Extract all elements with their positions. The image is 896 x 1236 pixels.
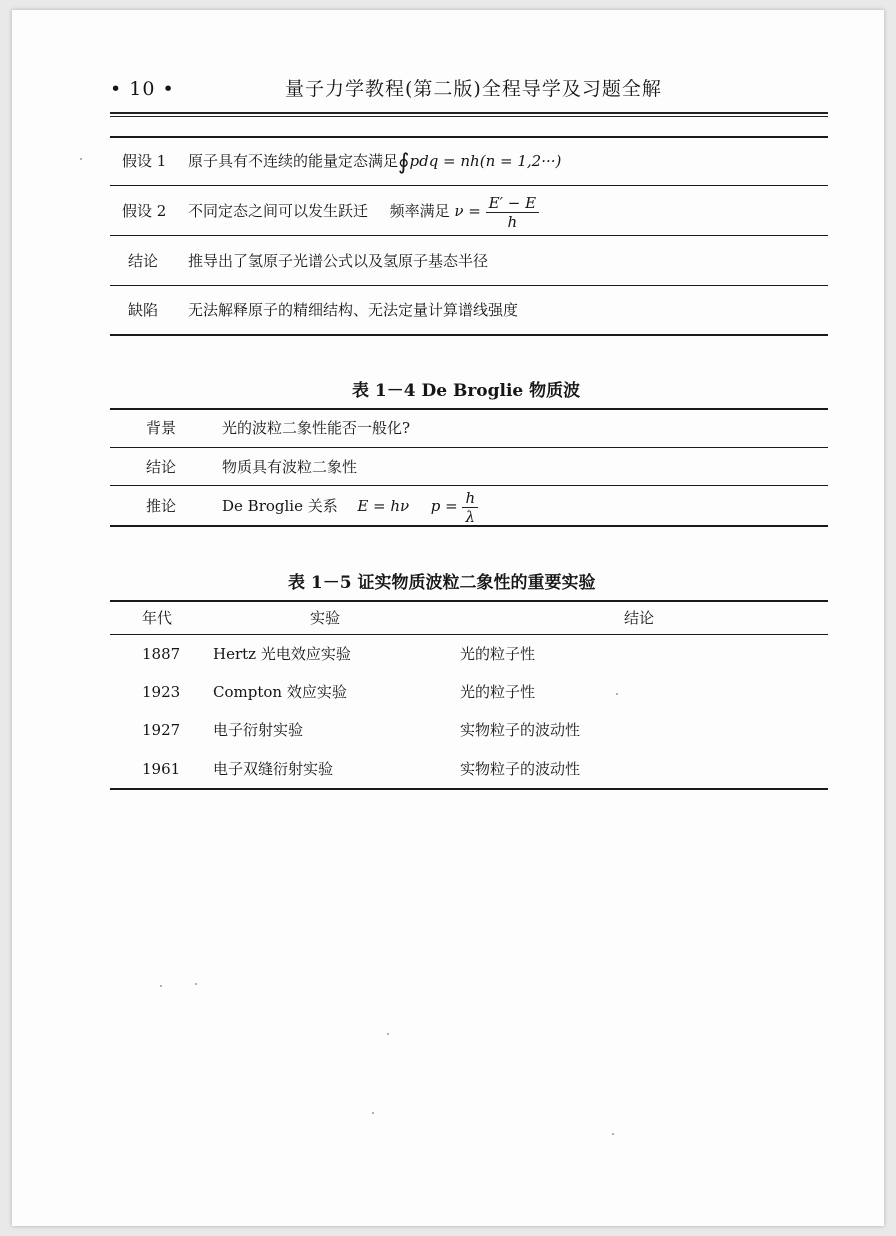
cell-conclusion: 实物粒子的波动性 xyxy=(460,760,581,778)
cell-year: 1961 xyxy=(142,760,181,778)
table-top-rule xyxy=(110,408,828,410)
table-row-text: 无法解释原子的精细结构、无法定量计算谱线强度 xyxy=(188,301,519,319)
energy-relation: E = hν xyxy=(357,497,410,515)
table-row-text: 物质具有波粒二象性 xyxy=(222,458,358,476)
table-row-label: 推论 xyxy=(146,497,177,515)
table-row-label: 结论 xyxy=(146,458,177,476)
cell-experiment: 电子双缝衍射实验 xyxy=(213,760,334,778)
fraction-denominator: λ xyxy=(465,507,476,526)
table-row xyxy=(188,151,561,173)
momentum-lhs: p = xyxy=(430,497,458,515)
row-divider xyxy=(110,285,828,286)
row-divider xyxy=(110,485,828,486)
book-title: 量子力学教程(第二版)全程导学及习题全解 xyxy=(285,78,662,100)
header-rule-thick xyxy=(110,112,828,114)
column-header-conclusion: 结论 xyxy=(624,609,655,627)
scan-speck xyxy=(387,1033,389,1035)
column-header-experiment: 实验 xyxy=(310,609,341,627)
cell-year: 1923 xyxy=(142,683,181,701)
scan-speck xyxy=(80,158,82,160)
cell-experiment: 电子衍射实验 xyxy=(213,721,304,739)
header-rule-thin xyxy=(110,116,828,117)
fraction-denominator: h xyxy=(507,212,518,231)
row-text: 不同定态之间可以发生跃迁 xyxy=(188,202,369,220)
scan-speck xyxy=(160,985,162,987)
cell-experiment: Hertz 光电效应实验 xyxy=(213,645,351,663)
cell-year: 1927 xyxy=(142,721,181,739)
row-divider xyxy=(110,185,828,186)
table-row xyxy=(222,487,478,526)
frequency-lhs: ν = xyxy=(454,202,481,220)
scan-speck xyxy=(616,693,618,695)
table-row-label: 假设 2 xyxy=(122,202,167,220)
cell-conclusion: 实物粒子的波动性 xyxy=(460,721,581,739)
scan-speck xyxy=(372,1112,374,1114)
table-top-rule xyxy=(110,136,828,138)
table-row xyxy=(188,192,539,231)
table-bottom-rule xyxy=(110,525,828,527)
row-text: De Broglie 关系 xyxy=(222,497,338,515)
contour-integral-symbol: ∮ xyxy=(398,150,410,175)
scan-speck xyxy=(612,1133,614,1135)
page-number: • 10 • xyxy=(110,78,175,100)
row-divider xyxy=(110,447,828,448)
row-divider xyxy=(110,235,828,236)
cell-experiment: Compton 效应实验 xyxy=(213,683,347,701)
row-text-2: 频率满足 xyxy=(389,202,450,220)
table-row-label: 背景 xyxy=(146,419,177,437)
column-header-year: 年代 xyxy=(142,609,173,627)
header-divider xyxy=(110,634,828,635)
table-bottom-rule xyxy=(110,334,828,336)
fraction-numerator: E′ − E xyxy=(486,194,539,213)
table-top-rule xyxy=(110,600,828,602)
cell-conclusion: 光的粒子性 xyxy=(460,645,536,663)
row-text: 原子具有不连续的能量定态满足 xyxy=(188,152,399,170)
table-caption: 表 1－5 证实物质波粒二象性的重要实验 xyxy=(288,573,596,593)
cell-conclusion: 光的粒子性 xyxy=(460,683,536,701)
cell-year: 1887 xyxy=(142,645,181,663)
table-row-text: 光的波粒二象性能否一般化? xyxy=(222,419,411,437)
table-row-label: 结论 xyxy=(128,252,159,270)
table-caption: 表 1－4 De Broglie 物质波 xyxy=(352,381,581,401)
table-row-label: 假设 1 xyxy=(122,152,167,170)
scan-speck xyxy=(195,983,197,985)
momentum-fraction xyxy=(462,489,478,526)
table-row-label: 缺陷 xyxy=(128,301,159,319)
fraction-numerator: h xyxy=(462,489,478,508)
table-bottom-rule xyxy=(110,788,828,790)
running-header xyxy=(110,74,828,104)
table-row-text: 推导出了氢原子光谱公式以及氢原子基态半径 xyxy=(188,252,489,270)
quantization-formula: pdq = nh(n = 1,2···) xyxy=(409,152,562,170)
frequency-fraction xyxy=(486,194,539,231)
